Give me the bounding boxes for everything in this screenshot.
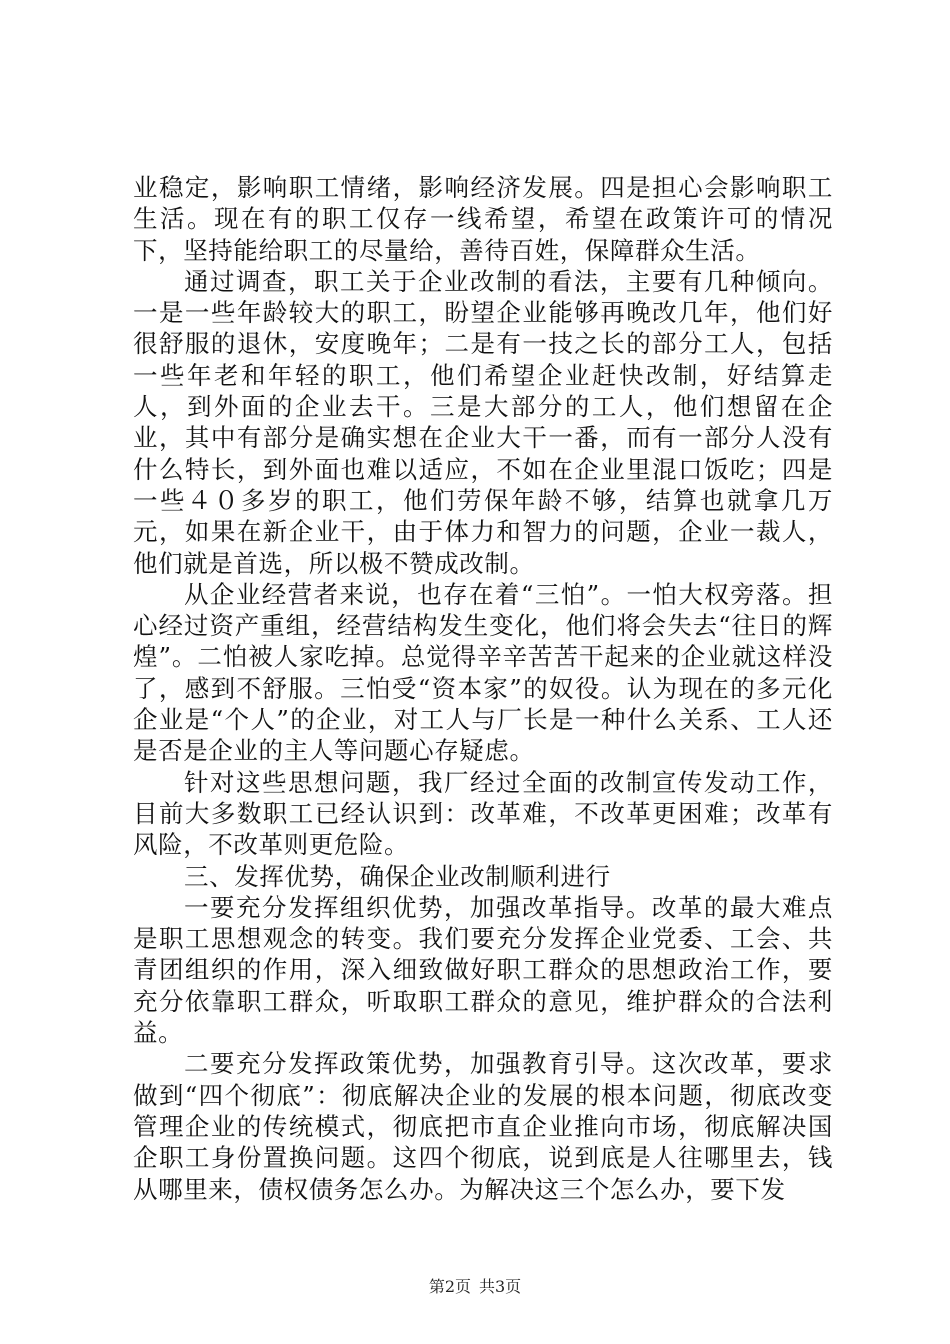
paragraph-continuation: 业稳定，影响职工情绪，影响经济发展。四是担心会影响职工生活。现在有的职工仅存一线希望，希望在政策许可的情况下，坚持能给职工的尽量给，善待百姓，保障群众生活。 — [133, 173, 833, 265]
paragraph-policy-advantage: 二要充分发挥政策优势，加强教育引导。这次改革，要求做到“四个彻底”：彻底解决企业的发展的根本问题，彻底改变管理企业的传统模式，彻底把市直企业推向市场，彻底解决国企职工身份置换问题。这四个彻底，说到底是人往哪里去，钱从哪里来，债权债务怎么办。为解决这三个怎么办，要下发 — [133, 1049, 833, 1204]
section-heading-three: 三、发挥优势，确保企业改制顺利进行 — [184, 861, 611, 891]
page-number: 第2页 — [428, 1277, 471, 1296]
paragraph-organization-advantage: 一要充分发挥组织优势，加强改革指导。改革的最大难点是职工思想观念的转变。我们要充分发挥企业党委、工会、共青团组织的作用，深入细致做好职工群众的思想政治工作，要充分依靠职工群众，听取职工群众的意见，维护群众的合法利益。 — [133, 892, 833, 1048]
paragraph-reform-awareness: 针对这些思想问题，我厂经过全面的改制宣传发动工作，目前大多数职工已经认识到：改革难，不改革更困难；改革有风险，不改革则更危险。 — [133, 767, 833, 860]
page-total: 共3页 — [479, 1277, 522, 1296]
document-body — [133, 172, 833, 1205]
paragraph-employee-views: 通过调查，职工关于企业改制的看法，主要有几种倾向。一是一些年龄较大的职工，盼望企业能够再晚改几年，他们好很舒服的退休，安度晚年；二是有一技之长的部分工人，包括一些年老和年轻的职工，他们希望企业赶快改制，好结算走人，到外面的企业去干。三是大部分的工人，他们想留在企业，其中有部分是确实想在企业大干一番，而有一部分人没有什么特长，到外面也难以适应，不如在企业里混口饭吃；四是一些４０多岁的职工，他们劳保年龄不够，结算也就拿几万元，如果在新企业干，由于体力和智力的问题，企业一裁人，他们就是首选，所以极不赞成改制。 — [133, 266, 833, 578]
paragraph-manager-fears: 从企业经营者来说，也存在着“三怕”。一怕大权旁落。担心经过资产重组，经营结构发生变化，他们将会失去“往日的辉煌”。二怕被人家吃掉。总觉得辛辛苦苦干起来的企业就这样没了，感到不舒服。三怕受“资本家”的奴役。认为现在的多元化企业是“个人”的企业，对工人与厂长是一种什么关系、工人还是否是企业的主人等问题心存疑虑。 — [133, 579, 833, 766]
page-footer — [0, 1277, 950, 1297]
